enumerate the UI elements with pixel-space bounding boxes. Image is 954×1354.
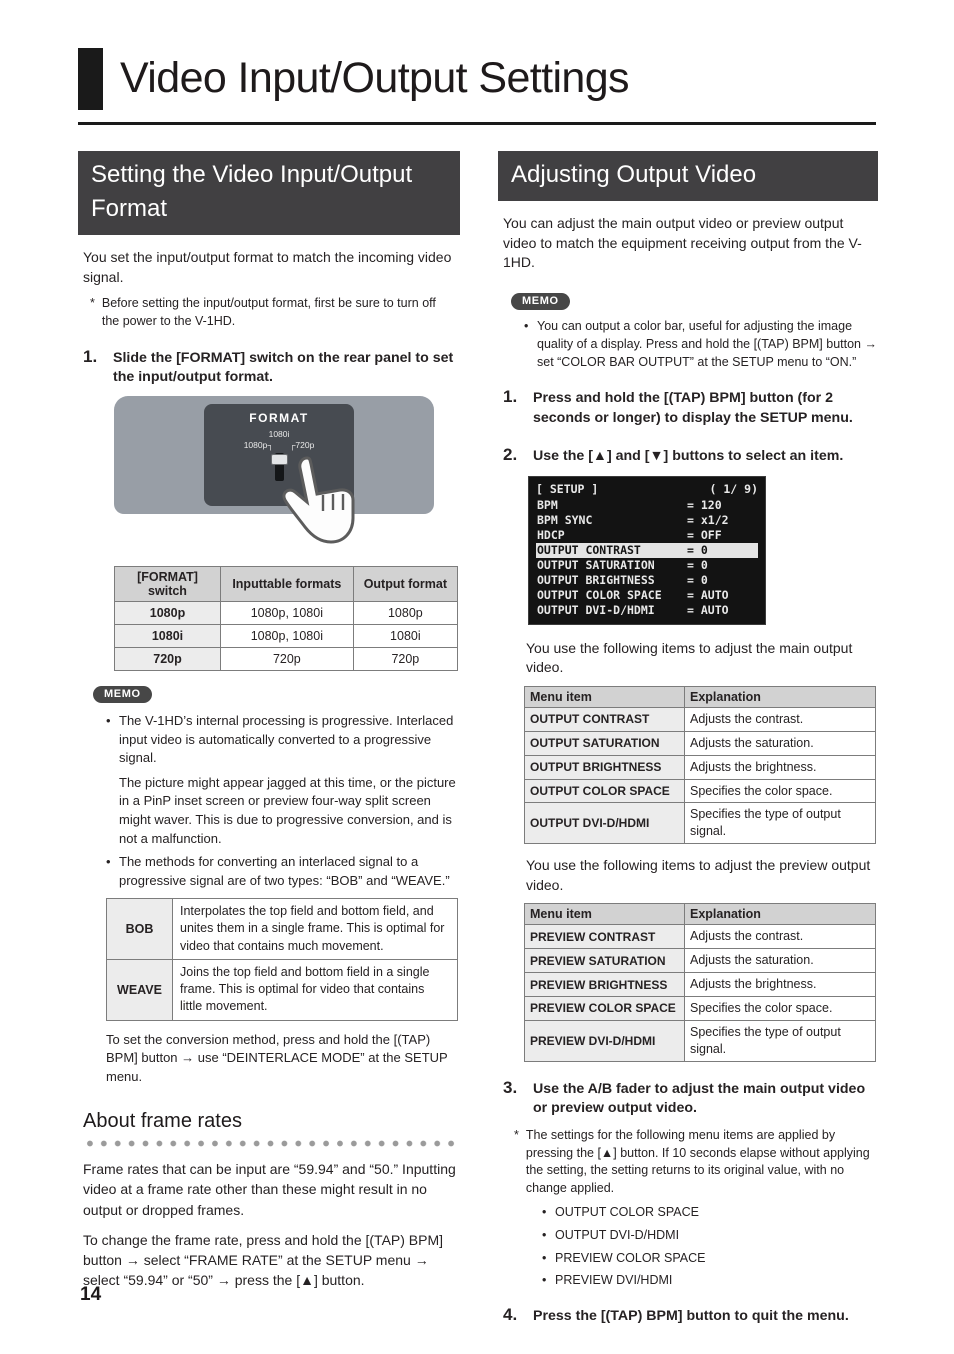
frame-rates-paragraph-1: Frame rates that can be input are “59.94” and “50.” Inputting video at a frame rate other than these might result in no output or dropped frames.	[83, 1161, 456, 1218]
frame-rates-heading: About frame rates	[83, 1110, 242, 1133]
step-number: 1.	[503, 387, 518, 407]
col-header: Inputtable formats	[221, 567, 354, 602]
table-header-row	[115, 567, 458, 602]
main-output-caption: You use the following items to adjust the main output video.	[526, 639, 853, 676]
applied-items-list	[542, 1204, 878, 1290]
memo-text-continued: The picture might appear jagged at this time, or the picture in a PinP inset screen or preview four-way split screen might waver. This is due to progressive conversion, and is not a malfunction.	[119, 774, 456, 846]
table-row: PREVIEW DVI-D/HDMI Specifies the type of output signal.	[525, 1020, 876, 1061]
step-3-note	[514, 1127, 872, 1198]
step-number: 2.	[503, 444, 518, 464]
format-switch-label: FORMAT	[249, 411, 309, 426]
conversion-method-note: To set the conversion method, press and hold the [(TAP) BPM] button → use “DEINTERLACE MODE” at the SETUP menu.	[106, 1031, 448, 1084]
step-1-output	[503, 387, 878, 428]
col-header: Explanation	[685, 904, 876, 925]
memo-badge: MEMO	[511, 293, 570, 310]
doc-header	[0, 0, 954, 110]
content-columns	[0, 125, 954, 1335]
table-row: OUTPUT CONTRAST Adjusts the contrast.	[525, 707, 876, 731]
table-row: 720p 720p 720p	[115, 648, 458, 671]
switch-pos-row	[204, 440, 354, 450]
step-number: 4.	[503, 1305, 518, 1325]
lcd-row: OUTPUT COLOR SPACE = AUTO	[537, 587, 729, 602]
table-row: 1080i 1080p, 1080i 1080i	[115, 625, 458, 648]
col-header: Explanation	[685, 686, 876, 707]
lcd-row-selected: OUTPUT CONTRAST = 0	[536, 543, 758, 558]
memo-text: The V-1HD’s internal processing is progressive. Interlaced input video is automatically converted to a progressive signal.	[119, 713, 454, 766]
list-item: • PREVIEW DVI/HDMI	[542, 1272, 878, 1289]
table-row: BOB Interpolates the top field and bottom field, and unites them in a single frame. This is optimal for video that contains much movement.	[107, 899, 458, 960]
step-text: Slide the [FORMAT] switch on the rear panel to set the input/output format.	[113, 349, 454, 386]
step-2-output	[503, 445, 878, 467]
switch-pos-720p: ┌720p	[289, 440, 315, 451]
preview-output-caption: You use the following items to adjust the preview output video.	[526, 857, 871, 893]
dotted-rule	[83, 1140, 457, 1147]
lcd-row: OUTPUT BRIGHTNESS = 0	[537, 572, 708, 587]
table-row: OUTPUT BRIGHTNESS Adjusts the brightness.	[525, 755, 876, 779]
table-header-row	[525, 904, 876, 925]
lcd-title: [ SETUP ]	[536, 482, 599, 497]
list-item: • PREVIEW COLOR SPACE	[542, 1250, 878, 1267]
bob-weave-table	[106, 898, 458, 1021]
step-1-format	[83, 347, 460, 388]
table-row: OUTPUT COLOR SPACE Specifies the color space.	[525, 779, 876, 803]
right-column	[498, 151, 878, 1335]
step-text: Press and hold the [(TAP) BPM] button (for 2 seconds or longer) to display the SETUP menu.	[533, 390, 853, 427]
list-item: • OUTPUT COLOR SPACE	[542, 1204, 878, 1221]
memo-list	[524, 318, 878, 372]
preview-output-table	[524, 903, 876, 1061]
step-number: 3.	[503, 1077, 518, 1097]
step-text: Press the [(TAP) BPM] button to quit the menu.	[533, 1308, 849, 1325]
table-row: PREVIEW SATURATION Adjusts the saturation.	[525, 949, 876, 973]
col-header: Output format	[353, 567, 457, 602]
table-row: WEAVE Joins the top field and bottom field in a single frame. This is optimal for video that contains little movement.	[107, 959, 458, 1020]
table-row: PREVIEW COLOR SPACE Specifies the color space.	[525, 996, 876, 1020]
step-text: Use the A/B fader to adjust the main output video or preview output video.	[533, 1080, 866, 1117]
lcd-row: BPM SYNC = x1/2	[537, 513, 729, 528]
table-row: 1080p 1080p, 1080i 1080p	[115, 602, 458, 625]
page-title: Video Input/Output Settings	[120, 54, 629, 102]
step-text: Use the [▲] and [▼] buttons to select an item.	[533, 447, 844, 464]
lcd-row: HDCP = OFF	[537, 528, 722, 543]
col-header: [FORMAT] switch	[115, 567, 221, 602]
table-row: OUTPUT SATURATION Adjusts the saturation.	[525, 731, 876, 755]
title-accent-bar	[78, 48, 103, 110]
step-number: 1.	[83, 346, 98, 366]
note-text: Before setting the input/output format, first be sure to turn off the power to the V-1HD.	[101, 296, 436, 329]
asterisk: *	[90, 296, 95, 311]
section-header-format: Setting the Video Input/Output Format	[78, 151, 460, 235]
note-text: The settings for the following menu items are applied by pressing the [▲] button. If 10 seconds elapse without applying the setting, the setting returns to its original value, with no change applied.	[525, 1127, 870, 1196]
lcd-row: OUTPUT DVI-D/HDMI = AUTO	[537, 602, 729, 617]
left-column	[78, 151, 460, 1300]
setup-menu-screen	[528, 476, 766, 624]
memo-list	[106, 712, 460, 890]
main-output-table	[524, 686, 876, 844]
memo-item	[106, 712, 460, 848]
memo-badge: MEMO	[93, 686, 152, 703]
frame-rates-paragraph-2: To change the frame rate, press and hold the [(TAP) BPM] button → select “FRAME RATE” at the SETUP menu → select “59.94” or “50” → press the [▲] button.	[83, 1231, 444, 1288]
lcd-page-indicator: ( 1/ 9)	[709, 482, 758, 497]
format-intro: You set the input/output format to match the incoming video signal.	[83, 249, 452, 285]
list-item: • OUTPUT DVI-D/HDMI	[542, 1227, 878, 1244]
output-intro: You can adjust the main output video or preview output video to match the equipment receiving output from the V-1HD.	[503, 215, 862, 271]
step-3-output	[503, 1078, 878, 1119]
section-header-output: Adjusting Output Video	[498, 151, 878, 201]
lcd-row: BPM = 120	[537, 498, 722, 513]
table-header-row	[525, 686, 876, 707]
table-row: PREVIEW CONTRAST Adjusts the contrast.	[525, 925, 876, 949]
format-switch-illustration	[114, 396, 444, 548]
format-precaution-note	[90, 295, 456, 331]
col-header: Menu item	[525, 904, 685, 925]
pointing-hand-icon	[276, 454, 362, 554]
format-table	[114, 566, 458, 671]
asterisk: *	[514, 1127, 519, 1142]
switch-pos-1080i: 1080i	[268, 429, 290, 440]
col-header: Menu item	[525, 686, 685, 707]
switch-pos-1080p: 1080p┐	[243, 440, 274, 451]
table-row: OUTPUT DVI-D/HDMI Specifies the type of output signal.	[525, 803, 876, 844]
memo-item: • The methods for converting an interlaced signal to a progressive signal are of two types: “BOB” and “WEAVE.”	[106, 853, 460, 890]
table-row: PREVIEW BRIGHTNESS Adjusts the brightness.	[525, 973, 876, 997]
memo-item: • You can output a color bar, useful for adjusting the image quality of a display. Press and hold the [(TAP) BPM] button → set “COLOR BAR OUTPUT” at the SETUP menu to “ON.”	[524, 318, 878, 372]
lcd-header-row	[536, 482, 758, 497]
step-4-output	[503, 1305, 878, 1327]
page-number: 14	[80, 1284, 102, 1305]
lcd-row: OUTPUT SATURATION = 0	[537, 557, 708, 572]
